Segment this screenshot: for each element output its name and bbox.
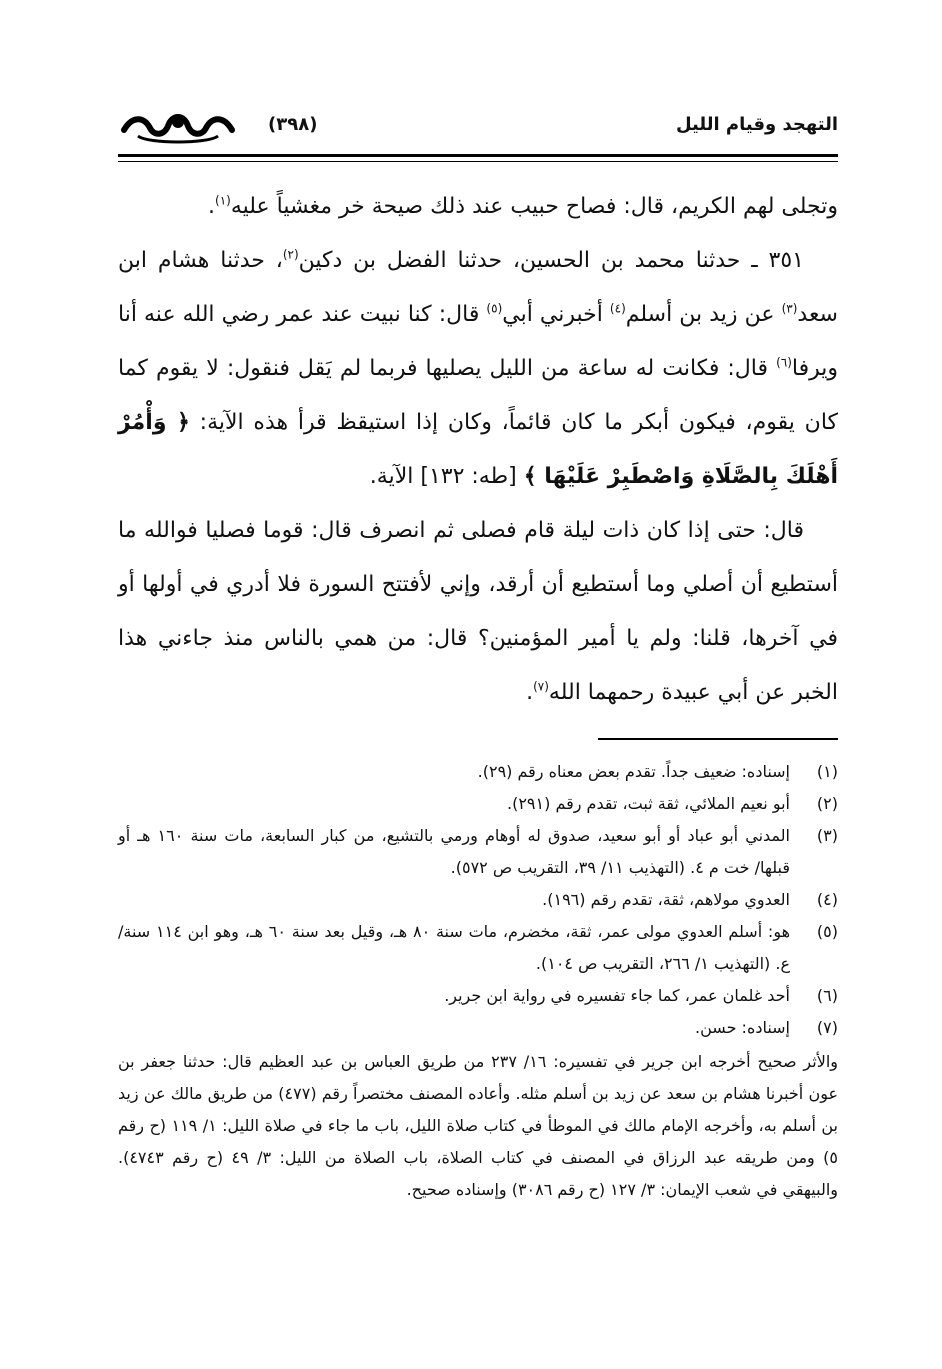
footnote-text: المدني أبو عباد أو أبو سعيد، صدوق له أوهام ورمي بالتشيع، من كبار السابعة، مات سنة ١٦٠ هـ أو قبلها/ خت م ٤. (التهذيب ١١/ ٣٩، التقريب ص ٥٧٢).: [118, 826, 791, 877]
footnote-number: (٥): [816, 922, 838, 941]
footnote-number: (٢): [816, 794, 838, 813]
page-number: (٣٩٨): [268, 114, 318, 135]
paragraph-2: [118, 234, 838, 504]
footnote-4: [118, 884, 838, 916]
paragraph-2-f: قال: فكانت له ساعة من الليل يصليها فربما لم يَقل فنقول: لا يقوم كما كان يقوم، فيكون أبكر ما كان قائماً، وكان إذا استيقظ قرأ هذه الآية:: [118, 356, 838, 435]
footnote-text: إسناده: ضعيف جداً. تقدم بعض معناه رقم (٢٩).: [477, 762, 790, 781]
footnote-7-continuation: والأثر صحيح أخرجه ابن جرير في تفسيره: ١٦/ ٢٣٧ من طريق العباس بن عبد العظيم قال: حدثنا جعفر بن عون أخبرنا هشام بن سعد عن زيد بن أسلم مثله. وأعاده المصنف مختصراً رقم (٤٧٧) من طريق مالك عن زيد بن أسلم به، وأخرجه الإمام مالك في الموطأ في كتاب صلاة الليل، باب ما جاء في صلاة الليل: ١/ ١١٩ (ح رقم ٥) ومن طريقه عبد الرزاق في المصنف في كتاب الصلاة، باب الصلاة من الليل: ٣/ ٤٩ (ح رقم ٤٧٤٣). والبيهقي في شعب الإيمان: ٣/ ١٢٧ (ح رقم ٣٠٨٦) وإسناده صحيح.: [118, 1052, 839, 1199]
paragraph-2-c: عن زيد بن أسلم: [625, 302, 782, 327]
footnote-ref-1: (١): [215, 193, 231, 208]
footnote-1: [118, 756, 838, 788]
footnote-separator: [598, 738, 838, 740]
page-header: [118, 100, 838, 148]
paragraph-3-a: قال: حتى إذا كان ذات ليلة قام فصلى ثم انصرف قال: قوما فصليا فوالله ما أستطيع أن أصلي وما أستطيع أن أرقد، وإني لأفتتح السورة فلا أدري في أولها أو في آخرها، قلنا: ولم يا أمير المؤمنين؟ قال: من همي بالناس منذ جاءني هذا الخبر عن أبي عبيدة رحمهما الله: [118, 518, 838, 705]
paragraph-2-g: [طه: ١٣٢] الآية.: [369, 464, 524, 489]
footnote-text: أحد غلمان عمر، كما جاء تفسيره في رواية ابن جرير.: [444, 986, 790, 1005]
paragraph-1-end: .: [208, 194, 215, 219]
paragraph-1: [118, 180, 838, 234]
footnote-5: [118, 916, 838, 980]
footnotes: [118, 756, 838, 1206]
footnote-text: إسناده: حسن.: [695, 1018, 790, 1037]
footnote-ref-3: (٣): [781, 301, 798, 316]
paragraph-1-text: وتجلى لهم الكريم، قال: فصاح حبيب عند ذلك صيحة خر مغشياً عليه: [230, 194, 838, 219]
footnote-number: (٦): [816, 986, 838, 1005]
paragraph-2-d: أخبرني أبي: [502, 302, 610, 327]
footnote-7: [118, 1012, 838, 1044]
footnote-text: أبو نعيم الملائي، ثقة ثبت، تقدم رقم (٢٩١).: [507, 794, 790, 813]
footnote-2: [118, 788, 838, 820]
footnote-ref-5: (٥): [486, 301, 503, 316]
footnote-number: (٣): [816, 826, 838, 845]
footnote-ref-2: (٢): [282, 247, 299, 262]
paragraph-2-a: ٣٥١ ـ حدثنا محمد بن الحسين، حدثنا الفضل بن دكين: [298, 248, 804, 273]
paragraph-2-e: قال: كنا نبيت عند عمر رضي الله عنه أنا ويرفا: [118, 302, 838, 381]
paragraph-3-end: .: [526, 680, 534, 705]
ornament-icon: [118, 100, 238, 148]
footnote-ref-7: (٧): [533, 679, 549, 694]
running-title: التهجد وقيام الليل: [675, 114, 838, 135]
footnote-6: [118, 980, 838, 1012]
footnote-number: (٧): [816, 1018, 838, 1037]
footnote-text: العدوي مولاهم، ثقة، تقدم رقم (١٩٦).: [542, 890, 790, 909]
paragraph-2-b: ، حدثنا هشام ابن سعد: [118, 248, 838, 327]
paragraph-3: [118, 504, 838, 720]
quran-verse: ﴿ وَأْمُرْ أَهْلَكَ بِالصَّلَاةِ وَاصْطَبِرْ عَلَيْهَا ﴾: [118, 410, 838, 489]
footnote-ref-4: (٤): [609, 301, 626, 316]
book-page: [118, 100, 838, 1206]
footnote-text: هو: أسلم العدوي مولى عمر، ثقة، مخضرم، مات سنة ٨٠ هـ، وقيل بعد سنة ٦٠ هـ، وهو ابن ١١٤ سنة/ ع. (التهذيب ١/ ٢٦٦، التقريب ص ١٠٤).: [118, 922, 791, 973]
main-text: [118, 180, 838, 720]
footnote-number: (١): [816, 762, 838, 781]
footnote-ref-6: (٦): [776, 355, 792, 370]
header-rule: [118, 154, 838, 162]
footnote-number: (٤): [816, 890, 838, 909]
footnote-3: [118, 820, 838, 884]
